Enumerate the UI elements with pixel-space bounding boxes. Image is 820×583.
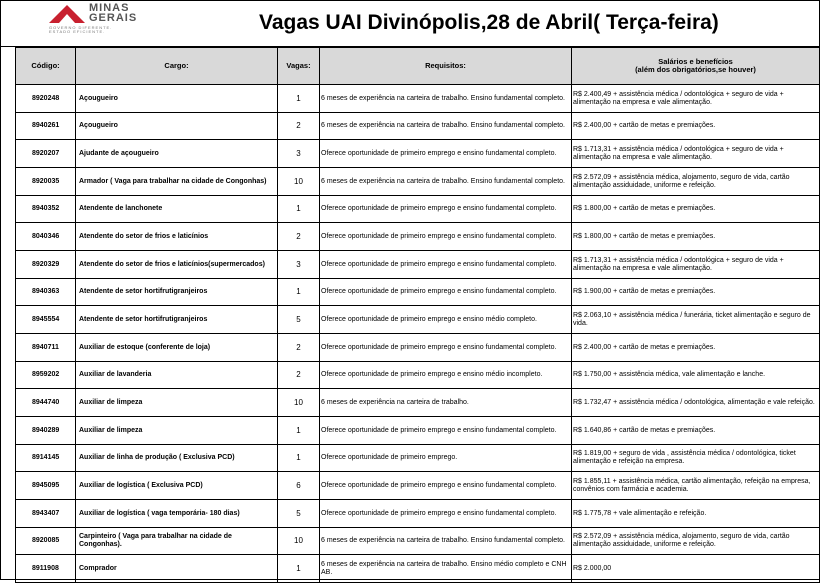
cell-salarios: R$ 1.819,00 + seguro de vida , assistência médica / odontológica, ticket alimentação e refeição na empresa.	[572, 445, 820, 472]
cell-codigo: 8940261	[16, 113, 76, 140]
table-row	[16, 306, 820, 334]
cell-cargo: Carpinteiro ( Vaga para trabalhar na cidade de Congonhas).	[76, 528, 278, 555]
cell-requisitos: Oferece oportunidade de primeiro emprego e ensino fundamental completo.	[320, 140, 572, 168]
cell-cargo: Auxiliar de limpeza	[76, 417, 278, 445]
cell-codigo: 8920035	[16, 168, 76, 196]
document-header	[1, 1, 819, 47]
table-row	[16, 417, 820, 445]
cell-vagas: 1	[278, 417, 320, 445]
cell-codigo: 8940363	[16, 279, 76, 306]
cell-vagas: 2	[278, 113, 320, 140]
cell-vagas: 1	[278, 196, 320, 223]
cell-codigo: 8945554	[16, 306, 76, 334]
cell-cargo: Açougueiro	[76, 85, 278, 113]
cell-salarios: R$ 1.800,00 + cartão de metas e premiações.	[572, 223, 820, 251]
cell-cargo: Atendente de lanchonete	[76, 196, 278, 223]
cell-codigo: 8940711	[16, 334, 76, 362]
cell-codigo: 8959202	[16, 362, 76, 389]
cell-salarios: R$ 1.775,78 + vale alimentação e refeição.	[572, 500, 820, 528]
cell-salarios: R$ 1.732,47 + assistência médica / odontológica, alimentação e vale refeição.	[572, 389, 820, 417]
cell-cargo: Auxiliar de logística ( vaga temporária- 180 dias)	[76, 500, 278, 528]
cell-vagas: 6	[278, 472, 320, 500]
cell-vagas: 10	[278, 528, 320, 555]
cell-vagas: 2	[278, 362, 320, 389]
cell-cargo: Açougueiro	[76, 113, 278, 140]
cell-vagas: 1	[278, 445, 320, 472]
cell-cargo: Auxiliar de logística ( Exclusiva PCD)	[76, 472, 278, 500]
cell-salarios: R$ 2.400,00 + cartão de metas e premiações.	[572, 113, 820, 140]
cell-requisitos: Oferece oportunidade de primeiro emprego e ensino fundamental completo.	[320, 334, 572, 362]
table-row	[16, 85, 820, 113]
table-row	[16, 334, 820, 362]
cell-requisitos: Oferece oportunidade de primeiro emprego e ensino fundamental completo.	[320, 223, 572, 251]
cell-requisitos: Oferece oportunidade de primeiro emprego e ensino fundamental completo.	[320, 500, 572, 528]
logo-name-line2: GERAIS	[89, 12, 138, 24]
cell-codigo: 8040346	[16, 223, 76, 251]
cell-cargo: Armador ( Vaga para trabalhar na cidade de Congonhas)	[76, 168, 278, 196]
cell-cargo: Auxiliar de limpeza	[76, 389, 278, 417]
job-vacancies-table	[15, 47, 820, 583]
cell-cargo: Atendente de setor hortifrutigranjeiros	[76, 279, 278, 306]
cell-requisitos: Oferece oportunidade de primeiro emprego e ensino fundamental completo.	[320, 196, 572, 223]
page-title: Vagas UAI Divinópolis,28 de Abril( Terça-feira)	[259, 11, 719, 34]
cell-codigo: 8914145	[16, 445, 76, 472]
cell-vagas: 1	[278, 279, 320, 306]
table-row	[16, 555, 820, 583]
cell-requisitos: 6 meses de experiência na carteira de trabalho. Ensino fundamental completo.	[320, 528, 572, 555]
cell-vagas: 3	[278, 140, 320, 168]
cell-vagas: 10	[278, 168, 320, 196]
cell-requisitos: 6 meses de experiência na carteira de trabalho. Ensino fundamental completo.	[320, 168, 572, 196]
table-row	[16, 168, 820, 196]
column-header-codigo: Código:	[16, 48, 76, 85]
column-header-cargo: Cargo:	[76, 48, 278, 85]
cell-cargo: Auxiliar de estoque (conferente de loja)	[76, 334, 278, 362]
column-header-vagas: Vagas:	[278, 48, 320, 85]
cell-salarios: R$ 2.400,49 + assistência médica / odontológica + seguro de vida + alimentação na empresa e vale alimentação.	[572, 85, 820, 113]
cell-vagas: 2	[278, 223, 320, 251]
cell-codigo: 8940289	[16, 417, 76, 445]
cell-salarios: R$ 2.572,09 + assistência médica, alojamento, seguro de vida, cartão alimentação assiduidade, uniforme e refeição.	[572, 168, 820, 196]
cell-salarios: R$ 1.800,00 + cartão de metas e premiações.	[572, 196, 820, 223]
cell-cargo: Auxiliar de linha de produção ( Exclusiva PCD)	[76, 445, 278, 472]
cell-vagas: 1	[278, 85, 320, 113]
cell-codigo: 8920085	[16, 528, 76, 555]
cell-cargo: Comprador	[76, 555, 278, 583]
table-row	[16, 528, 820, 555]
table-row	[16, 472, 820, 500]
cell-salarios: R$ 1.713,31 + assistência médica / odontológica + seguro de vida + alimentação na empresa e vale alimentação.	[572, 251, 820, 279]
table-row	[16, 279, 820, 306]
cell-requisitos: Oferece oportunidade de primeiro emprego.	[320, 445, 572, 472]
cell-salarios: R$ 2.572,09 + assistência médica, alojamento, seguro de vida, cartão alimentação assiduidade, uniforme e refeição.	[572, 528, 820, 555]
cell-codigo: 8944740	[16, 389, 76, 417]
cell-requisitos: Oferece oportunidade de primeiro emprego e ensino fundamental completo.	[320, 472, 572, 500]
cell-requisitos: 6 meses de experiência na carteira de trabalho. Ensino médio completo e CNH AB.	[320, 555, 572, 583]
table-row	[16, 362, 820, 389]
table-row	[16, 445, 820, 472]
minas-gerais-logo	[47, 2, 187, 34]
cell-codigo: 8940352	[16, 196, 76, 223]
cell-codigo: 8920248	[16, 85, 76, 113]
minas-gerais-emblem-icon	[47, 3, 87, 25]
table-row	[16, 196, 820, 223]
cell-codigo: 8945095	[16, 472, 76, 500]
cell-vagas: 1	[278, 555, 320, 583]
table-row	[16, 389, 820, 417]
cell-cargo: Auxiliar de lavanderia	[76, 362, 278, 389]
cell-codigo: 8943407	[16, 500, 76, 528]
cell-vagas: 10	[278, 389, 320, 417]
cell-salarios: R$ 2.000,00	[572, 555, 820, 583]
table-row	[16, 113, 820, 140]
column-header-requisitos: Requisitos:	[320, 48, 572, 85]
cell-salarios: R$ 1.713,31 + assistência médica / odontológica + seguro de vida + alimentação na empresa e vale alimentação.	[572, 140, 820, 168]
cell-salarios: R$ 1.900,00 + cartão de metas e premiações.	[572, 279, 820, 306]
cell-salarios: R$ 2.063,10 + assistência médica / funerária, ticket alimentação e seguro de vida.	[572, 306, 820, 334]
logo-tagline-2: ESTADO EFICIENTE.	[49, 29, 106, 34]
cell-requisitos: Oferece oportunidade de primeiro emprego e ensino fundamental completo.	[320, 417, 572, 445]
cell-cargo: Atendente do setor de frios e laticínios(supermercados)	[76, 251, 278, 279]
cell-requisitos: Oferece oportunidade de primeiro emprego e ensino médio incompleto.	[320, 362, 572, 389]
table-header-row	[16, 48, 820, 85]
column-header-salarios	[572, 48, 820, 85]
cell-requisitos: 6 meses de experiência na carteira de trabalho. Ensino fundamental completo.	[320, 85, 572, 113]
cell-codigo: 8920329	[16, 251, 76, 279]
logo-name	[89, 3, 137, 23]
cell-requisitos: 6 meses de experiência na carteira de trabalho. Ensino fundamental completo.	[320, 113, 572, 140]
cell-vagas: 2	[278, 334, 320, 362]
table-body	[16, 85, 820, 583]
cell-requisitos: 6 meses de experiência na carteira de trabalho.	[320, 389, 572, 417]
cell-codigo: 8920207	[16, 140, 76, 168]
cell-requisitos: Oferece oportunidade de primeiro emprego e ensino fundamental completo.	[320, 279, 572, 306]
cell-salarios: R$ 1.855,11 + assistência médica, cartão alimentação, refeição na empresa, convênios com farmácia e academia.	[572, 472, 820, 500]
cell-vagas: 3	[278, 251, 320, 279]
cell-codigo: 8911908	[16, 555, 76, 583]
cell-cargo: Atendente de setor hortifrutigranjeiros	[76, 306, 278, 334]
table-row	[16, 251, 820, 279]
logo-tagline-1: GOVERNO DIFERENTE.	[49, 25, 113, 30]
table-row	[16, 140, 820, 168]
cell-salarios: R$ 2.400,00 + cartão de metas e premiações.	[572, 334, 820, 362]
cell-requisitos: Oferece oportunidade de primeiro emprego e ensino fundamental completo.	[320, 251, 572, 279]
table-row	[16, 223, 820, 251]
cell-vagas: 5	[278, 306, 320, 334]
cell-cargo: Ajudante de açougueiro	[76, 140, 278, 168]
salarios-header-line2: (além dos obrigatórios,se houver)	[635, 65, 756, 74]
cell-salarios: R$ 1.640,86 + cartão de metas e premiações.	[572, 417, 820, 445]
cell-requisitos: Oferece oportunidade de primeiro emprego e ensino médio completo.	[320, 306, 572, 334]
cell-cargo: Atendente do setor de frios e laticínios	[76, 223, 278, 251]
logo-name-line1: MINAS	[89, 2, 130, 14]
salarios-header-line1: Salários e benefícios	[658, 56, 733, 66]
table-row	[16, 500, 820, 528]
cell-vagas: 5	[278, 500, 320, 528]
cell-salarios: R$ 1.750,00 + assistência médica, vale alimentação e lanche.	[572, 362, 820, 389]
